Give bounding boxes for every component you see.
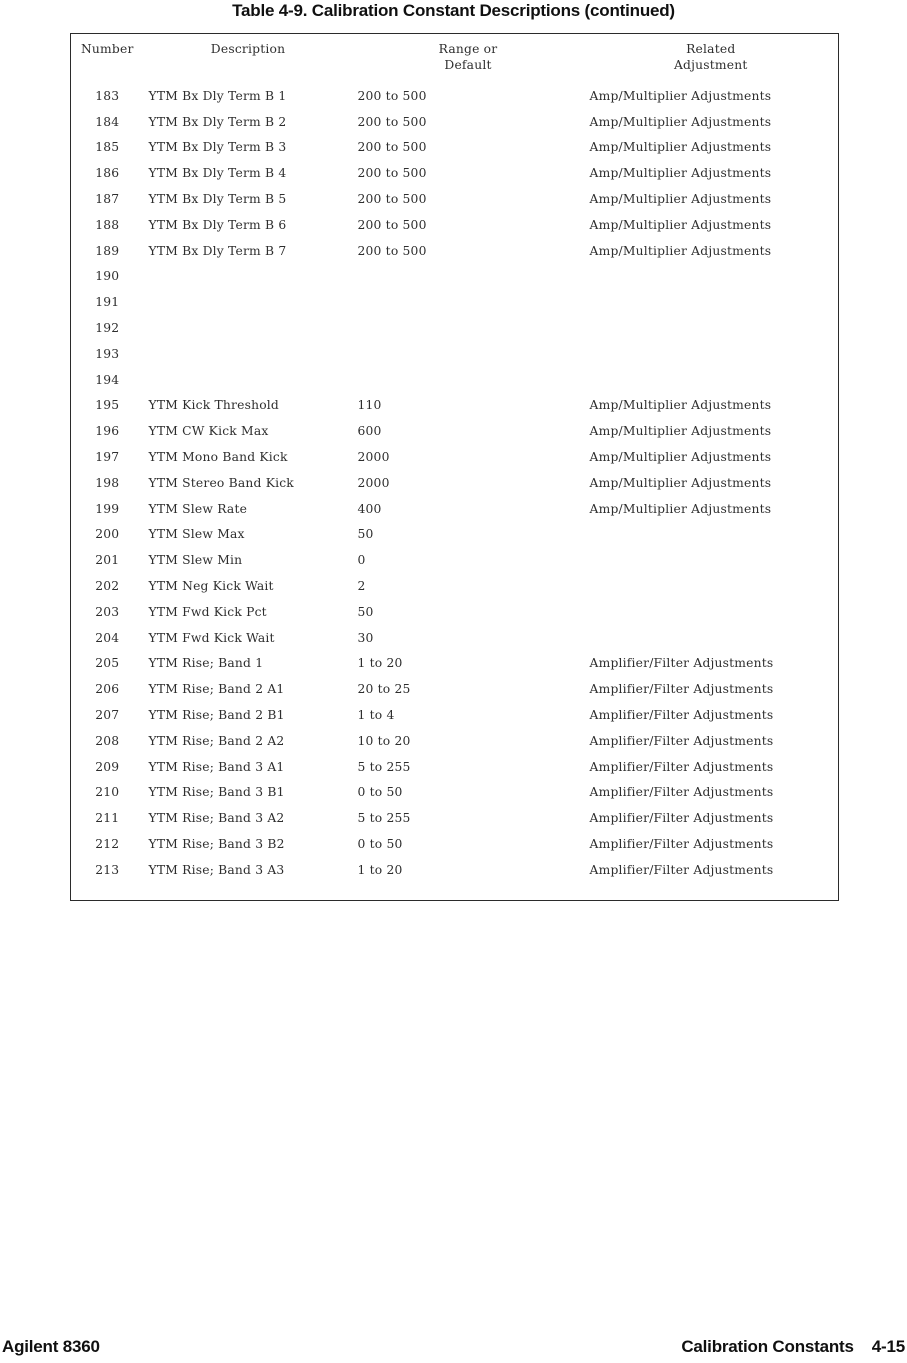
cell-range: 600 xyxy=(357,424,382,439)
cell-adjustment xyxy=(584,341,839,367)
cell-number: 204 xyxy=(95,630,120,645)
cell-range: 0 to 50 xyxy=(357,785,403,800)
cell-range: 0 to 50 xyxy=(357,837,403,851)
cell-number: 207 xyxy=(95,708,120,723)
cell-number: 197 xyxy=(95,450,120,465)
cell-number: 202 xyxy=(95,579,120,594)
table-header xyxy=(71,34,839,84)
cell-number: 194 xyxy=(95,372,120,387)
cell-adjustment: Amp/Multiplier Adjustments xyxy=(589,114,772,129)
cell-number: 190 xyxy=(95,269,120,284)
cell-adjustment: Amp/Multiplier Adjustments xyxy=(589,217,772,232)
cell-range xyxy=(353,341,584,367)
cell-adjustment: Amp/Multiplier Adjustments xyxy=(589,450,772,465)
table-row xyxy=(71,444,839,470)
cell-number: 188 xyxy=(95,217,120,232)
cell-description: YTM Rise; Band 3 B1 xyxy=(148,785,285,800)
cell-number: 199 xyxy=(95,501,120,516)
cell-description: YTM Rise; Band 2 A2 xyxy=(148,733,285,748)
cell-number: 203 xyxy=(95,604,120,619)
cell-range: 1 to 20 xyxy=(357,862,403,877)
cell-description: YTM Slew Min xyxy=(148,553,243,568)
column-header-range-or-default xyxy=(353,34,584,84)
cell-number: 211 xyxy=(95,811,120,826)
cell-adjustment: Amp/Multiplier Adjustments xyxy=(589,88,772,103)
cell-range: 200 to 500 xyxy=(357,88,427,103)
table-row xyxy=(71,289,839,315)
cell-description: YTM Rise; Band 3 A3 xyxy=(148,862,285,877)
cell-description: YTM Fwd Kick Pct xyxy=(148,604,267,619)
cell-description: YTM Rise; Band 1 xyxy=(148,656,264,671)
footer-section-title: Calibration Constants xyxy=(681,1337,854,1356)
page-footer xyxy=(2,1337,905,1357)
table-row xyxy=(71,160,839,186)
cell-description: YTM Bx Dly Term B 3 xyxy=(148,140,287,155)
footer-right-group xyxy=(681,1337,905,1357)
table-row xyxy=(71,805,839,831)
table-row xyxy=(71,135,839,161)
table-row xyxy=(71,522,839,548)
cell-description: YTM Bx Dly Term B 5 xyxy=(148,192,287,207)
cell-description xyxy=(144,289,353,315)
column-header-label: Description xyxy=(210,42,286,56)
cell-range: 2000 xyxy=(357,475,390,490)
cell-adjustment: Amplifier/Filter Adjustments xyxy=(589,708,774,723)
cell-adjustment: Amp/Multiplier Adjustments xyxy=(589,398,772,413)
cell-number: 212 xyxy=(95,837,120,851)
cell-adjustment xyxy=(584,367,839,393)
table-row xyxy=(71,83,839,109)
cell-number: 198 xyxy=(95,475,120,490)
cell-description: YTM Bx Dly Term B 6 xyxy=(148,217,287,232)
cell-number: 206 xyxy=(95,682,120,697)
cell-description xyxy=(144,341,353,367)
cell-range xyxy=(353,264,584,290)
cell-number: 205 xyxy=(95,656,120,671)
cell-adjustment xyxy=(584,522,839,548)
cell-range xyxy=(353,289,584,315)
column-header-label: Adjustment xyxy=(673,58,748,72)
spacer-cell xyxy=(144,883,353,901)
cell-number: 191 xyxy=(95,295,120,310)
cell-adjustment: Amplifier/Filter Adjustments xyxy=(589,682,774,697)
cell-description: YTM Mono Band Kick xyxy=(148,450,288,465)
table-row xyxy=(71,367,839,393)
cell-number: 201 xyxy=(95,553,120,568)
cell-description: YTM Kick Threshold xyxy=(148,398,280,413)
column-header-description xyxy=(144,34,353,84)
cell-description: YTM Neg Kick Wait xyxy=(148,579,274,594)
cell-description: YTM Rise; Band 2 A1 xyxy=(148,682,285,697)
cell-description: YTM Rise; Band 3 B2 xyxy=(148,837,285,851)
cell-description: YTM Slew Rate xyxy=(148,501,248,516)
cell-adjustment xyxy=(584,315,839,341)
cell-description: YTM CW Kick Max xyxy=(148,424,269,439)
footer-page-number: 4-15 xyxy=(871,1337,905,1356)
cell-number: 193 xyxy=(95,346,120,361)
table-row xyxy=(71,651,839,677)
column-header-label: Range or xyxy=(438,42,498,56)
cell-range: 5 to 255 xyxy=(357,811,411,826)
cell-range: 1 to 20 xyxy=(357,656,403,671)
table-body xyxy=(71,83,839,900)
cell-number: 208 xyxy=(95,733,120,748)
cell-description: YTM Bx Dly Term B 2 xyxy=(148,114,287,129)
table-row xyxy=(71,470,839,496)
cell-description: YTM Slew Max xyxy=(148,527,245,542)
column-header-related-adjustment xyxy=(584,34,839,84)
column-header-label: Related xyxy=(686,42,736,56)
cell-range: 200 to 500 xyxy=(357,217,427,232)
page-title: Table 4-9. Calibration Constant Descriptions (continued) xyxy=(232,1,675,20)
table-row xyxy=(71,831,839,857)
cell-range: 5 to 255 xyxy=(357,759,411,774)
cell-adjustment: Amp/Multiplier Adjustments xyxy=(589,243,772,258)
cell-range: 2 xyxy=(357,579,366,594)
cell-range: 400 xyxy=(357,501,382,516)
table-row xyxy=(71,264,839,290)
footer-product-name: Agilent 8360 xyxy=(2,1337,100,1356)
cell-description: YTM Bx Dly Term B 7 xyxy=(148,243,287,258)
cell-number: 187 xyxy=(95,192,120,207)
cell-number: 213 xyxy=(95,862,120,877)
table-row xyxy=(71,728,839,754)
column-header-number xyxy=(71,34,144,84)
cell-description: YTM Bx Dly Term B 4 xyxy=(148,166,287,181)
cell-range: 200 to 500 xyxy=(357,192,427,207)
table-row xyxy=(71,186,839,212)
cell-number: 184 xyxy=(95,114,120,129)
table-row xyxy=(71,625,839,651)
cell-number: 185 xyxy=(95,140,120,155)
column-header-label: Number xyxy=(80,42,134,56)
calibration-constants-table xyxy=(70,33,839,901)
table-bottom-spacer xyxy=(71,883,839,901)
cell-adjustment xyxy=(584,264,839,290)
cell-adjustment: Amplifier/Filter Adjustments xyxy=(589,656,774,671)
cell-description xyxy=(144,315,353,341)
cell-adjustment: Amp/Multiplier Adjustments xyxy=(589,192,772,207)
cell-number: 196 xyxy=(95,424,120,439)
cell-adjustment: Amp/Multiplier Adjustments xyxy=(589,166,772,181)
cell-description xyxy=(144,367,353,393)
cell-adjustment: Amplifier/Filter Adjustments xyxy=(589,811,774,826)
cell-number: 192 xyxy=(95,321,120,336)
table-row xyxy=(71,418,839,444)
table-row xyxy=(71,857,839,883)
cell-description: YTM Stereo Band Kick xyxy=(148,475,294,490)
table-row xyxy=(71,109,839,135)
cell-range: 10 to 20 xyxy=(357,733,411,748)
table-row xyxy=(71,599,839,625)
cell-range: 200 to 500 xyxy=(357,243,427,258)
table-row xyxy=(71,238,839,264)
cell-range: 30 xyxy=(357,630,374,645)
column-header-label: Default xyxy=(444,58,492,72)
table-row xyxy=(71,212,839,238)
cell-adjustment xyxy=(584,599,839,625)
cell-range xyxy=(353,315,584,341)
cell-range: 200 to 500 xyxy=(357,114,427,129)
cell-adjustment: Amp/Multiplier Adjustments xyxy=(589,424,772,439)
cell-adjustment: Amp/Multiplier Adjustments xyxy=(589,475,772,490)
table-row xyxy=(71,676,839,702)
header-row xyxy=(71,34,839,84)
cell-adjustment xyxy=(584,573,839,599)
cell-number: 183 xyxy=(95,88,120,103)
table-row xyxy=(71,780,839,806)
cell-adjustment xyxy=(584,625,839,651)
cell-range: 50 xyxy=(357,604,374,619)
cell-range: 0 xyxy=(357,553,366,568)
cell-description: YTM Rise; Band 2 B1 xyxy=(148,708,285,723)
spacer-cell xyxy=(71,883,144,901)
cell-range: 2000 xyxy=(357,450,390,465)
cell-number: 195 xyxy=(95,398,120,413)
cell-adjustment: Amplifier/Filter Adjustments xyxy=(589,759,774,774)
cell-range xyxy=(353,367,584,393)
cell-adjustment: Amp/Multiplier Adjustments xyxy=(589,501,772,516)
cell-number: 186 xyxy=(95,166,120,181)
cell-range: 200 to 500 xyxy=(357,166,427,181)
cell-range: 200 to 500 xyxy=(357,140,427,155)
cell-adjustment xyxy=(584,547,839,573)
cell-number: 200 xyxy=(95,527,120,542)
cell-adjustment: Amp/Multiplier Adjustments xyxy=(589,140,772,155)
table-row xyxy=(71,496,839,522)
table-row xyxy=(71,547,839,573)
cell-number: 189 xyxy=(95,243,120,258)
cell-adjustment: Amplifier/Filter Adjustments xyxy=(589,862,774,877)
cell-description: YTM Rise; Band 3 A1 xyxy=(148,759,285,774)
table-row xyxy=(71,315,839,341)
table-row xyxy=(71,573,839,599)
cell-description: YTM Fwd Kick Wait xyxy=(148,630,275,645)
cell-range: 110 xyxy=(357,398,382,413)
cell-adjustment xyxy=(584,289,839,315)
cell-description: YTM Rise; Band 3 A2 xyxy=(148,811,285,826)
table-row xyxy=(71,341,839,367)
cell-adjustment: Amplifier/Filter Adjustments xyxy=(589,785,774,800)
table-row xyxy=(71,754,839,780)
spacer-cell xyxy=(353,883,584,901)
cell-range: 20 to 25 xyxy=(357,682,411,697)
spacer-cell xyxy=(584,883,839,901)
cell-number: 209 xyxy=(95,759,120,774)
cell-range: 1 to 4 xyxy=(357,708,395,723)
cell-description xyxy=(144,264,353,290)
table-row xyxy=(71,702,839,728)
table-row xyxy=(71,393,839,419)
cell-description: YTM Bx Dly Term B 1 xyxy=(148,88,287,103)
cell-range: 50 xyxy=(357,527,374,542)
cell-number: 210 xyxy=(95,785,120,800)
cell-adjustment: Amplifier/Filter Adjustments xyxy=(589,733,774,748)
cell-adjustment: Amplifier/Filter Adjustments xyxy=(589,837,774,851)
